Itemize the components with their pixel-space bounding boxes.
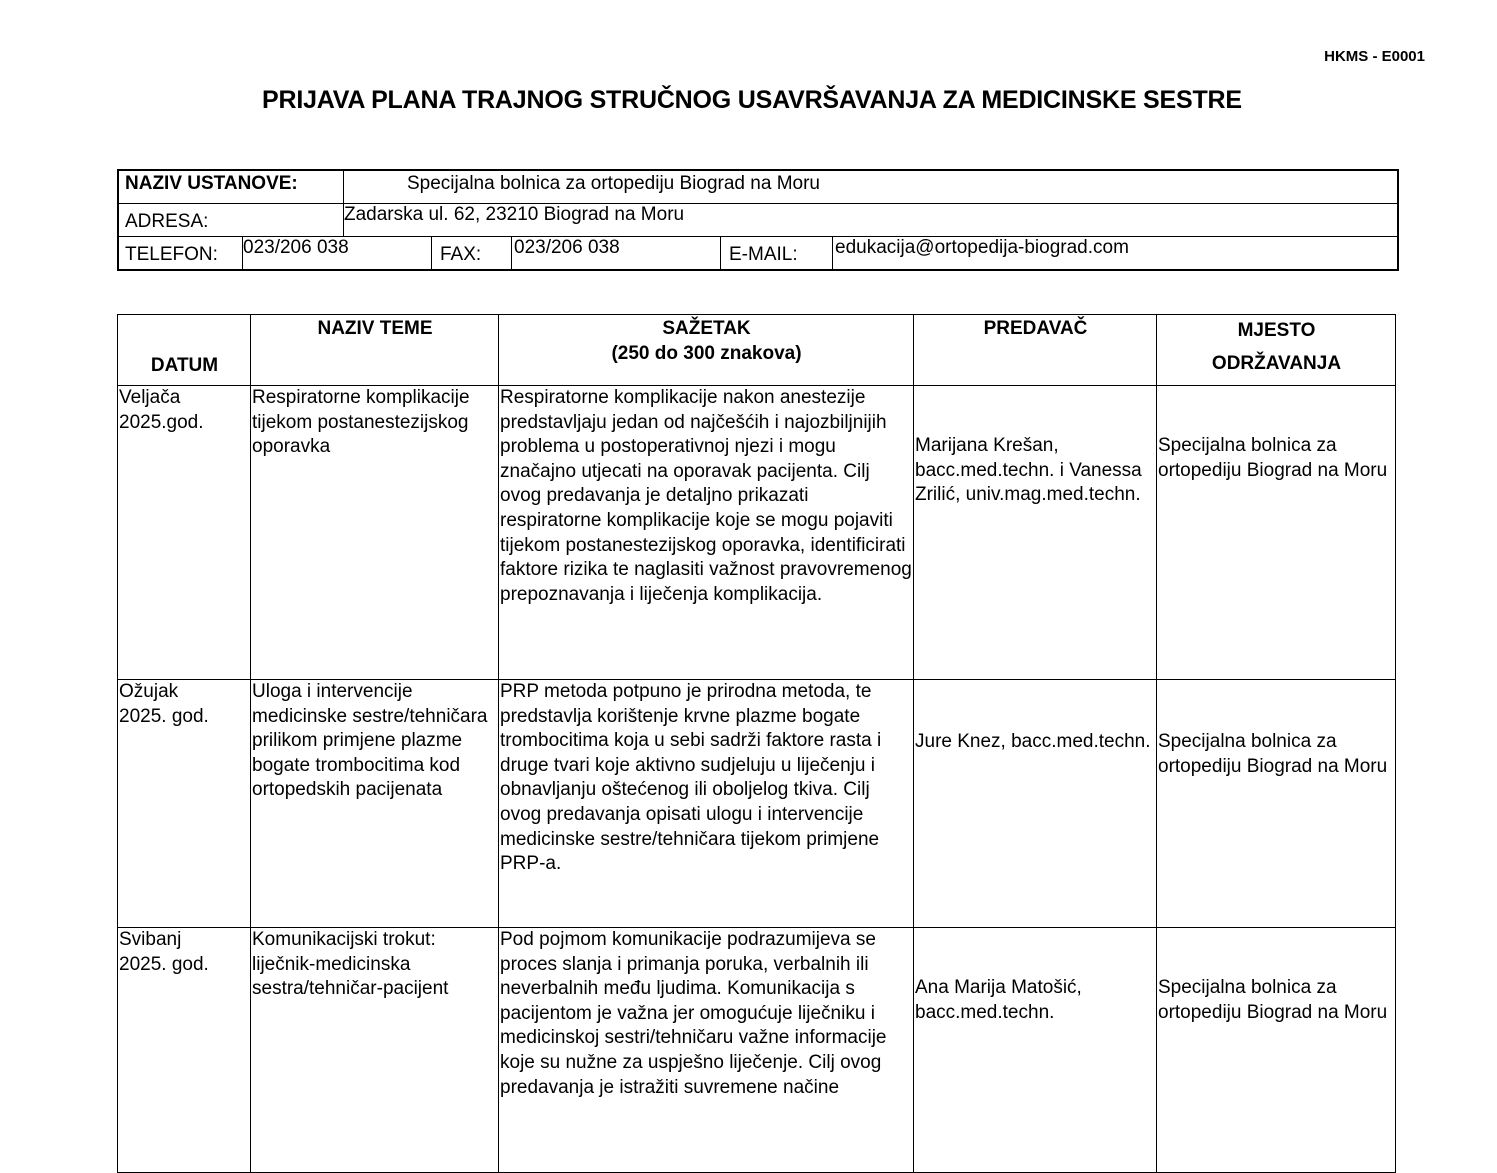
cell-tema: Respiratorne komplikacije tijekom postanestezijskog oporavka (251, 386, 499, 680)
info-row-address (119, 204, 1397, 237)
address-label: ADRESA: (119, 204, 344, 236)
header-predavac: PREDAVAČ (914, 315, 1157, 386)
header-sazetak (499, 315, 914, 386)
cell-predavac: Jure Knez, bacc.med.techn. (914, 680, 1157, 928)
address-value: Zadarska ul. 62, 23210 Biograd na Moru (344, 204, 685, 225)
cell-predavac: Ana Marija Matošić, bacc.med.techn. (914, 928, 1157, 1173)
page-title: PRIJAVA PLANA TRAJNOG STRUČNOG USAVRŠAVANJA ZA MEDICINSKE SESTRE (262, 86, 1242, 114)
info-row-name (119, 171, 1397, 204)
table-row (118, 680, 1396, 928)
header-sazetak-note: (250 do 300 znakova) (611, 342, 802, 364)
info-row-contact (119, 237, 1397, 269)
table-row (118, 386, 1396, 680)
phone-value: 023/206 038 (243, 237, 432, 269)
table-header-row (118, 315, 1396, 386)
cell-datum (118, 928, 251, 1173)
cell-sazetak: Respiratorne komplikacije nakon anestezije predstavljaju jedan od najčešćih i najozbiljnijih problema u postoperativnoj njezi i mogu značajno utjecati na oporavak pacijenta. Cilj ovog predavanja je detaljno prikazati respiratorne komplikacije koje se mogu pojaviti tijekom postanestezijskog oporavka, identificirati faktore rizika te naglasiti važnost pravovremenog prepoznavanja i liječenja komplikacija. (499, 386, 914, 680)
cell-tema: Uloga i intervencije medicinske sestre/tehničara prilikom primjene plazme bogate trombocitima kod ortopedskih pacijenata (251, 680, 499, 928)
cell-sazetak: Pod pojmom komunikacije podrazumijeva se proces slanja i primanja poruka, verbalnih ili neverbalnih među ljudima. Komunikacija s pacijentom je važna jer omogućuje liječniku i medicinskoj sestri/tehničaru važne informacije koje su nužne za uspješno liječenje. Cilj ovog predavanja je istražiti suvremene načine (499, 928, 914, 1173)
datum-month: Veljača (119, 387, 181, 408)
name-label: NAZIV USTANOVE: (119, 171, 344, 203)
email-label: E-MAIL: (721, 237, 833, 269)
plan-table (117, 314, 1396, 1173)
cell-predavac: Marijana Krešan, bacc.med.techn. i Vanessa Zrilić, univ.mag.med.techn. (914, 386, 1157, 680)
cell-tema: Komunikacijski trokut: liječnik-medicinska sestra/tehničar-pacijent (251, 928, 499, 1173)
header-mjesto-line1: MJESTO (1237, 320, 1316, 341)
cell-datum (118, 386, 251, 680)
datum-year: 2025.god. (119, 411, 204, 433)
datum-year: 2025. god. (119, 953, 209, 975)
header-mjesto (1157, 315, 1396, 386)
header-naziv-teme: NAZIV TEME (251, 315, 499, 386)
cell-sazetak: PRP metoda potpuno je prirodna metoda, te predstavlja korištenje krvne plazme bogate trombocitima koja u sebi sadrži faktore rasta i druge tvari koje aktivno sudjeluju u liječenju i obnavljanju oštećenog ili oboljelog tkiva. Cilj ovog predavanja opisati ulogu i intervencije medicinske sestre/tehničara tijekom primjene PRP-a. (499, 680, 914, 928)
name-value: Specijalna bolnica za ortopediju Biograd na Moru (407, 173, 820, 194)
fax-label: FAX: (432, 237, 512, 269)
cell-datum (118, 680, 251, 928)
datum-month: Ožujak (119, 681, 179, 702)
fax-value: 023/206 038 (512, 237, 721, 269)
email-value: edukacija@ortopedija-biograd.com (835, 237, 1129, 258)
cell-mjesto: Specijalna bolnica za ortopediju Biograd na Moru (1157, 680, 1396, 928)
institution-info (117, 169, 1399, 271)
cell-mjesto: Specijalna bolnica za ortopediju Biograd na Moru (1157, 928, 1396, 1173)
header-sazetak-title: SAŽETAK (662, 318, 751, 339)
datum-month: Svibanj (119, 929, 182, 950)
table-row (118, 928, 1396, 1173)
cell-mjesto: Specijalna bolnica za ortopediju Biograd na Moru (1157, 386, 1396, 680)
datum-year: 2025. god. (119, 705, 209, 727)
phone-label: TELEFON: (119, 237, 243, 269)
form-code: HKMS - E0001 (1324, 48, 1425, 65)
header-mjesto-line2: ODRŽAVANJA (1211, 353, 1342, 374)
header-datum: DATUM (118, 315, 251, 386)
